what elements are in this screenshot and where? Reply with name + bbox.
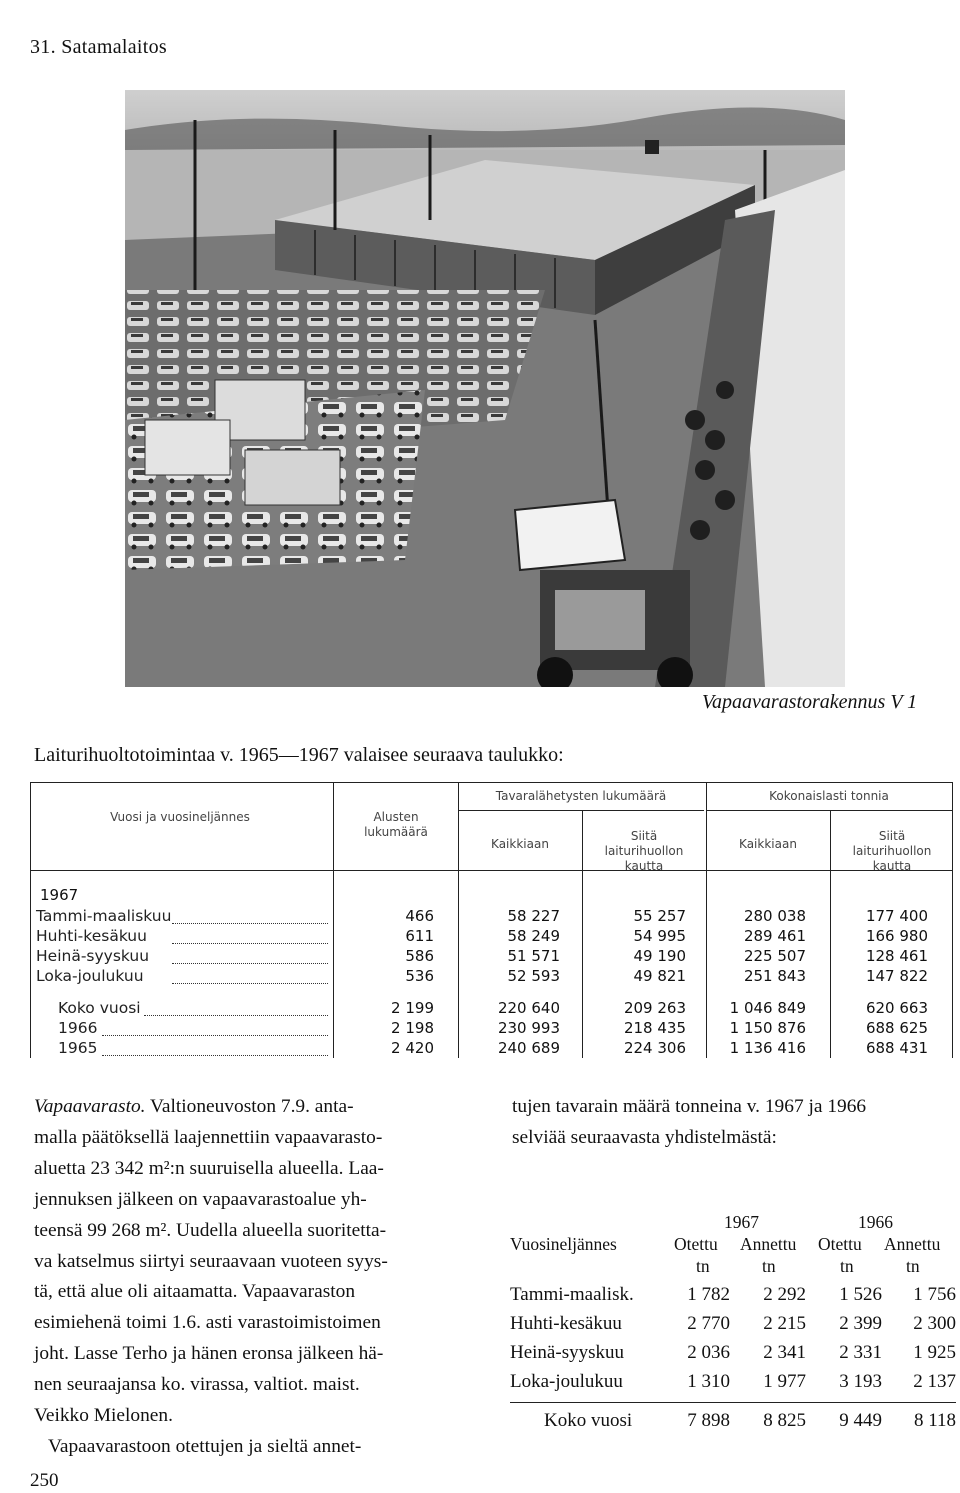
text-line: malla päätöksellä laajennettiin vapaavarasto- xyxy=(34,1126,383,1148)
warehouse-photo xyxy=(125,90,845,687)
cell-tonnage-total: 280 038 xyxy=(743,907,806,925)
cell-tonnage-quay: 166 980 xyxy=(865,927,928,945)
year-a-header: 1967 xyxy=(724,1212,759,1232)
cell-out-1966: 1 756 xyxy=(913,1284,956,1305)
unit-label: tn xyxy=(906,1256,920,1276)
cell-shipments-quay: 224 306 xyxy=(623,1039,686,1057)
cell-vessels: 611 xyxy=(405,927,434,945)
row-label: Tammi-maaliskuu xyxy=(36,907,172,925)
cell-out-1967: 2 341 xyxy=(763,1342,806,1363)
header-bottom-border xyxy=(30,870,952,871)
year-b-header: 1966 xyxy=(858,1212,893,1232)
text-line: va katselmus siirtyi seuraavaan vuoteen syys- xyxy=(34,1250,388,1272)
dot-leader xyxy=(144,1015,328,1016)
section-lead-word: Vapaavarasto. xyxy=(34,1096,146,1117)
cell-out-1966: 2 300 xyxy=(913,1313,956,1334)
cell-tonnage-quay: 128 461 xyxy=(865,947,928,965)
cell-shipments-quay: 55 257 xyxy=(633,907,686,925)
body-text-right xyxy=(512,1092,952,1154)
header-vessels: Alusten lukumäärä xyxy=(364,810,428,839)
row-label: 1965 xyxy=(58,1039,98,1057)
dot-leader xyxy=(172,983,328,984)
cell-tonnage-quay: 620 663 xyxy=(865,999,928,1017)
unit-label: tn xyxy=(696,1256,710,1276)
cell-tonnage-total: 1 150 876 xyxy=(729,1019,806,1037)
cell-vessels: 2 198 xyxy=(391,1019,434,1037)
page-header: 31. Satamalaitos xyxy=(30,36,167,58)
table-left-border xyxy=(30,782,31,1058)
table-right-border xyxy=(952,782,953,1058)
header-tonnage-total: Kaikkiaan xyxy=(739,837,797,851)
cell-shipments-total: 58 227 xyxy=(507,907,560,925)
header-tonnage-group: Kokonaislasti tonnia xyxy=(769,789,889,803)
cell-out-1967: 2 215 xyxy=(763,1313,806,1334)
intro-text: Laiturihuoltotoimintaa v. 1965—1967 valaisee seuraava taulukko: xyxy=(34,744,564,766)
cell-vessels: 536 xyxy=(405,967,434,985)
cell-out-1966: 2 137 xyxy=(913,1371,956,1392)
text-line: teensä 99 268 m². Uudella alueella suoritetta- xyxy=(34,1219,387,1241)
header-shipments-total: Kaikkiaan xyxy=(491,837,549,851)
text-line: aluetta 23 342 m²:n suuruisella alueella. Laa- xyxy=(34,1157,384,1179)
cell-shipments-quay: 49 190 xyxy=(633,947,686,965)
cell-in-1966: 3 193 xyxy=(839,1371,882,1392)
cell-tonnage-total: 251 843 xyxy=(743,967,806,985)
shipments-group-underline xyxy=(458,810,704,811)
cell-shipments-quay: 218 435 xyxy=(623,1019,686,1037)
dot-leader xyxy=(172,943,328,944)
row-label: Heinä-syyskuu xyxy=(510,1342,624,1363)
harbour-statistics-table xyxy=(30,782,952,1058)
cell-in-1967: 2 770 xyxy=(687,1313,730,1334)
dot-leader xyxy=(172,963,328,964)
warehouse-photo-image xyxy=(125,90,845,687)
cell-out-1967: 2 292 xyxy=(763,1284,806,1305)
cell-out-1966: 1 925 xyxy=(913,1342,956,1363)
photo-caption: Vapaavarastorakennus V 1 xyxy=(702,691,918,713)
col-divider xyxy=(582,810,583,1058)
header-tonnage-quay: Siitä laiturihuollon kautta xyxy=(852,829,932,873)
cell-in-1966: 2 399 xyxy=(839,1313,882,1334)
text-line: tujen tavarain määrä tonneina v. 1967 ja 1966 xyxy=(512,1096,867,1117)
cell-tonnage-quay: 688 625 xyxy=(865,1019,928,1037)
total-rule xyxy=(510,1402,956,1403)
text-line: jennuksen jälkeen on vapaavarastoalue yh- xyxy=(34,1188,367,1210)
row-label: Heinä-syyskuu xyxy=(36,947,150,965)
cell-out-1966: 8 118 xyxy=(913,1410,956,1431)
cell-tonnage-total: 225 507 xyxy=(743,947,806,965)
page-number: 250 xyxy=(30,1470,59,1491)
dot-leader xyxy=(172,923,328,924)
cell-vessels: 2 199 xyxy=(391,999,434,1017)
unit-label: tn xyxy=(840,1256,854,1276)
out-a-header: Annettu xyxy=(740,1234,797,1254)
cell-shipments-total: 58 249 xyxy=(507,927,560,945)
header-shipments-group: Tavaralähetysten lukumäärä xyxy=(495,789,667,803)
text-line: joht. Lasse Terho ja hänen eronsa jälkeen hä- xyxy=(34,1343,384,1365)
header-shipments-quay: Siitä laiturihuollon kautta xyxy=(604,829,684,873)
col-divider xyxy=(458,782,459,1058)
text-line: Vapaavarasto. Valtioneuvoston 7.9. anta- xyxy=(34,1096,354,1117)
cell-shipments-total: 230 993 xyxy=(497,1019,560,1037)
cell-shipments-quay: 49 821 xyxy=(633,967,686,985)
cell-shipments-total: 220 640 xyxy=(497,999,560,1017)
cell-shipments-total: 240 689 xyxy=(497,1039,560,1057)
in-b-header: Otettu xyxy=(818,1234,862,1254)
cell-in-1966: 2 331 xyxy=(839,1342,882,1363)
row-label: Loka-joulukuu xyxy=(36,967,144,985)
text-line: esimiehenä toimi 1.6. asti varastoimistoimen xyxy=(34,1312,381,1334)
table-top-border xyxy=(30,782,952,783)
cell-tonnage-total: 1 046 849 xyxy=(729,999,806,1017)
cell-tonnage-quay: 147 822 xyxy=(865,967,928,985)
cell-in-1967: 7 898 xyxy=(687,1410,730,1431)
unit-label: tn xyxy=(762,1256,776,1276)
cell-shipments-quay: 54 995 xyxy=(633,927,686,945)
text-line: nen seuraajansa ko. virassa, valtiot. maist. xyxy=(34,1374,360,1396)
row-label: Koko vuosi xyxy=(544,1410,633,1431)
text-line: tä, että alue oli aitaamatta. Vapaavaraston xyxy=(34,1281,356,1303)
text-line: selviää seuraavasta yhdistelmästä: xyxy=(512,1126,777,1148)
period-header: Vuosineljännes xyxy=(510,1234,617,1254)
text-line: Vapaavarastoon otettujen ja sieltä annet- xyxy=(48,1435,362,1457)
out-b-header: Annettu xyxy=(884,1234,941,1254)
cell-in-1966: 1 526 xyxy=(839,1284,882,1305)
body-text-left xyxy=(34,1092,466,1463)
in-a-header: Otettu xyxy=(674,1234,718,1254)
text-line: Veikko Mielonen. xyxy=(34,1405,173,1427)
row-label: Koko vuosi xyxy=(58,999,141,1017)
row-label: Huhti-kesäkuu xyxy=(36,927,147,945)
cell-tonnage-quay: 688 431 xyxy=(865,1039,928,1057)
cell-vessels: 2 420 xyxy=(391,1039,434,1057)
col-divider xyxy=(333,782,334,1058)
cell-vessels: 466 xyxy=(405,907,434,925)
free-port-table xyxy=(510,1212,956,1442)
row-label: Tammi-maalisk. xyxy=(510,1284,634,1305)
dot-leader xyxy=(102,1055,328,1056)
cell-tonnage-total: 289 461 xyxy=(743,927,806,945)
row-label: Huhti-kesäkuu xyxy=(510,1313,622,1334)
row-label: Loka-joulukuu xyxy=(510,1371,623,1392)
header-period: Vuosi ja vuosineljännes xyxy=(110,810,250,824)
year-label: 1967 xyxy=(40,886,79,904)
cell-tonnage-quay: 177 400 xyxy=(865,907,928,925)
cell-in-1967: 1 310 xyxy=(687,1371,730,1392)
cell-in-1966: 9 449 xyxy=(839,1410,882,1431)
cell-shipments-total: 52 593 xyxy=(507,967,560,985)
row-label: 1966 xyxy=(58,1019,98,1037)
cell-shipments-quay: 209 263 xyxy=(623,999,686,1017)
cell-shipments-total: 51 571 xyxy=(507,947,560,965)
dot-leader xyxy=(102,1035,328,1036)
tonnage-group-underline xyxy=(706,810,952,811)
cell-vessels: 586 xyxy=(405,947,434,965)
cell-in-1967: 2 036 xyxy=(687,1342,730,1363)
cell-out-1967: 8 825 xyxy=(763,1410,806,1431)
cell-in-1967: 1 782 xyxy=(687,1284,730,1305)
cell-tonnage-total: 1 136 416 xyxy=(729,1039,806,1057)
cell-out-1967: 1 977 xyxy=(763,1371,806,1392)
